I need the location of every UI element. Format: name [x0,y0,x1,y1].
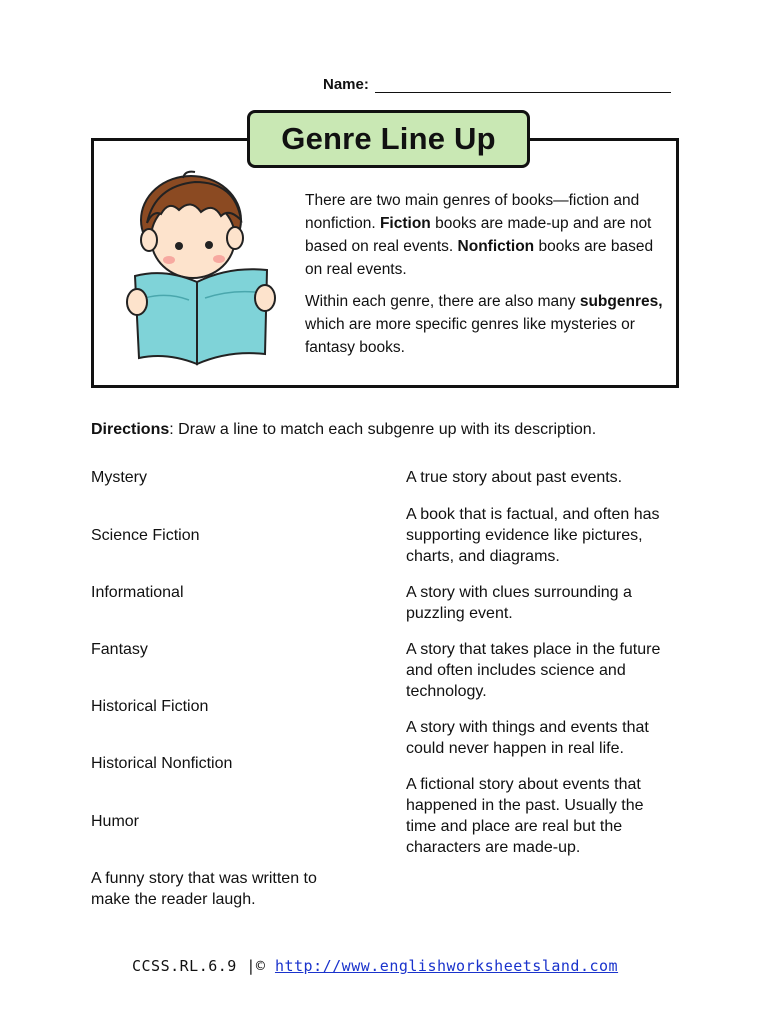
directions [91,421,596,439]
subgenre-informational[interactable]: Informational [91,584,184,601]
description-mystery[interactable]: A story with clues surrounding a puzzling event. [406,584,632,622]
fiction-term: Fiction [379,215,431,232]
intro-paragraph-subgenres: Within each genre, there are also many subgenres, which are more specific genres like mysteries or fantasy books. [305,293,663,356]
description-science-fiction[interactable]: A story that takes place in the future and often includes science and technology. [406,641,661,700]
directions-label: Directions [91,421,170,438]
subgenre-historical-fiction[interactable]: Historical Fiction [91,698,209,715]
intro-paragraph-genres: There are two main genres of books—fiction and nonfiction. Fiction books are made-up and are not based on real events. Nonfiction books are based on real events. [305,192,654,278]
subgenre-humor[interactable]: Humor [91,813,140,830]
boy-reading-illustration [125,168,280,368]
nonfiction-term: Nonfiction [457,238,535,255]
subgenre-mystery[interactable]: Mystery [91,469,147,486]
description-informational[interactable]: A book that is factual, and often has supporting evidence like pictures, charts, and diagrams. [406,506,660,565]
description-historical-nonfiction[interactable]: A true story about past events. [406,469,623,486]
subgenre-fantasy[interactable]: Fantasy [91,641,148,658]
description-historical-fiction[interactable]: A fictional story about events that happened in the past. Usually the time and place are real but the characters are made-up. [406,776,644,856]
name-label: Name: [323,76,369,93]
subgenres-term: subgenres, [579,293,663,310]
standard-code: CCSS.RL.6.9 |© [132,957,275,975]
footer [132,957,618,975]
website-link[interactable]: http://www.englishworksheetsland.com [274,957,619,975]
subgenre-historical-nonfiction[interactable]: Historical Nonfiction [91,755,233,772]
intro-text [305,189,665,359]
directions-text: : Draw a line to match each subgenre up with its description. [169,421,597,438]
description-fantasy[interactable]: A story with things and events that could never happen in real life. [406,719,649,757]
name-blank-line[interactable] [375,78,671,93]
page-title: Genre Line Up [247,110,530,168]
name-row [323,76,671,93]
description-humor[interactable]: A funny story that was written to make the reader laugh. [91,870,317,908]
subgenre-science-fiction[interactable]: Science Fiction [91,527,200,544]
